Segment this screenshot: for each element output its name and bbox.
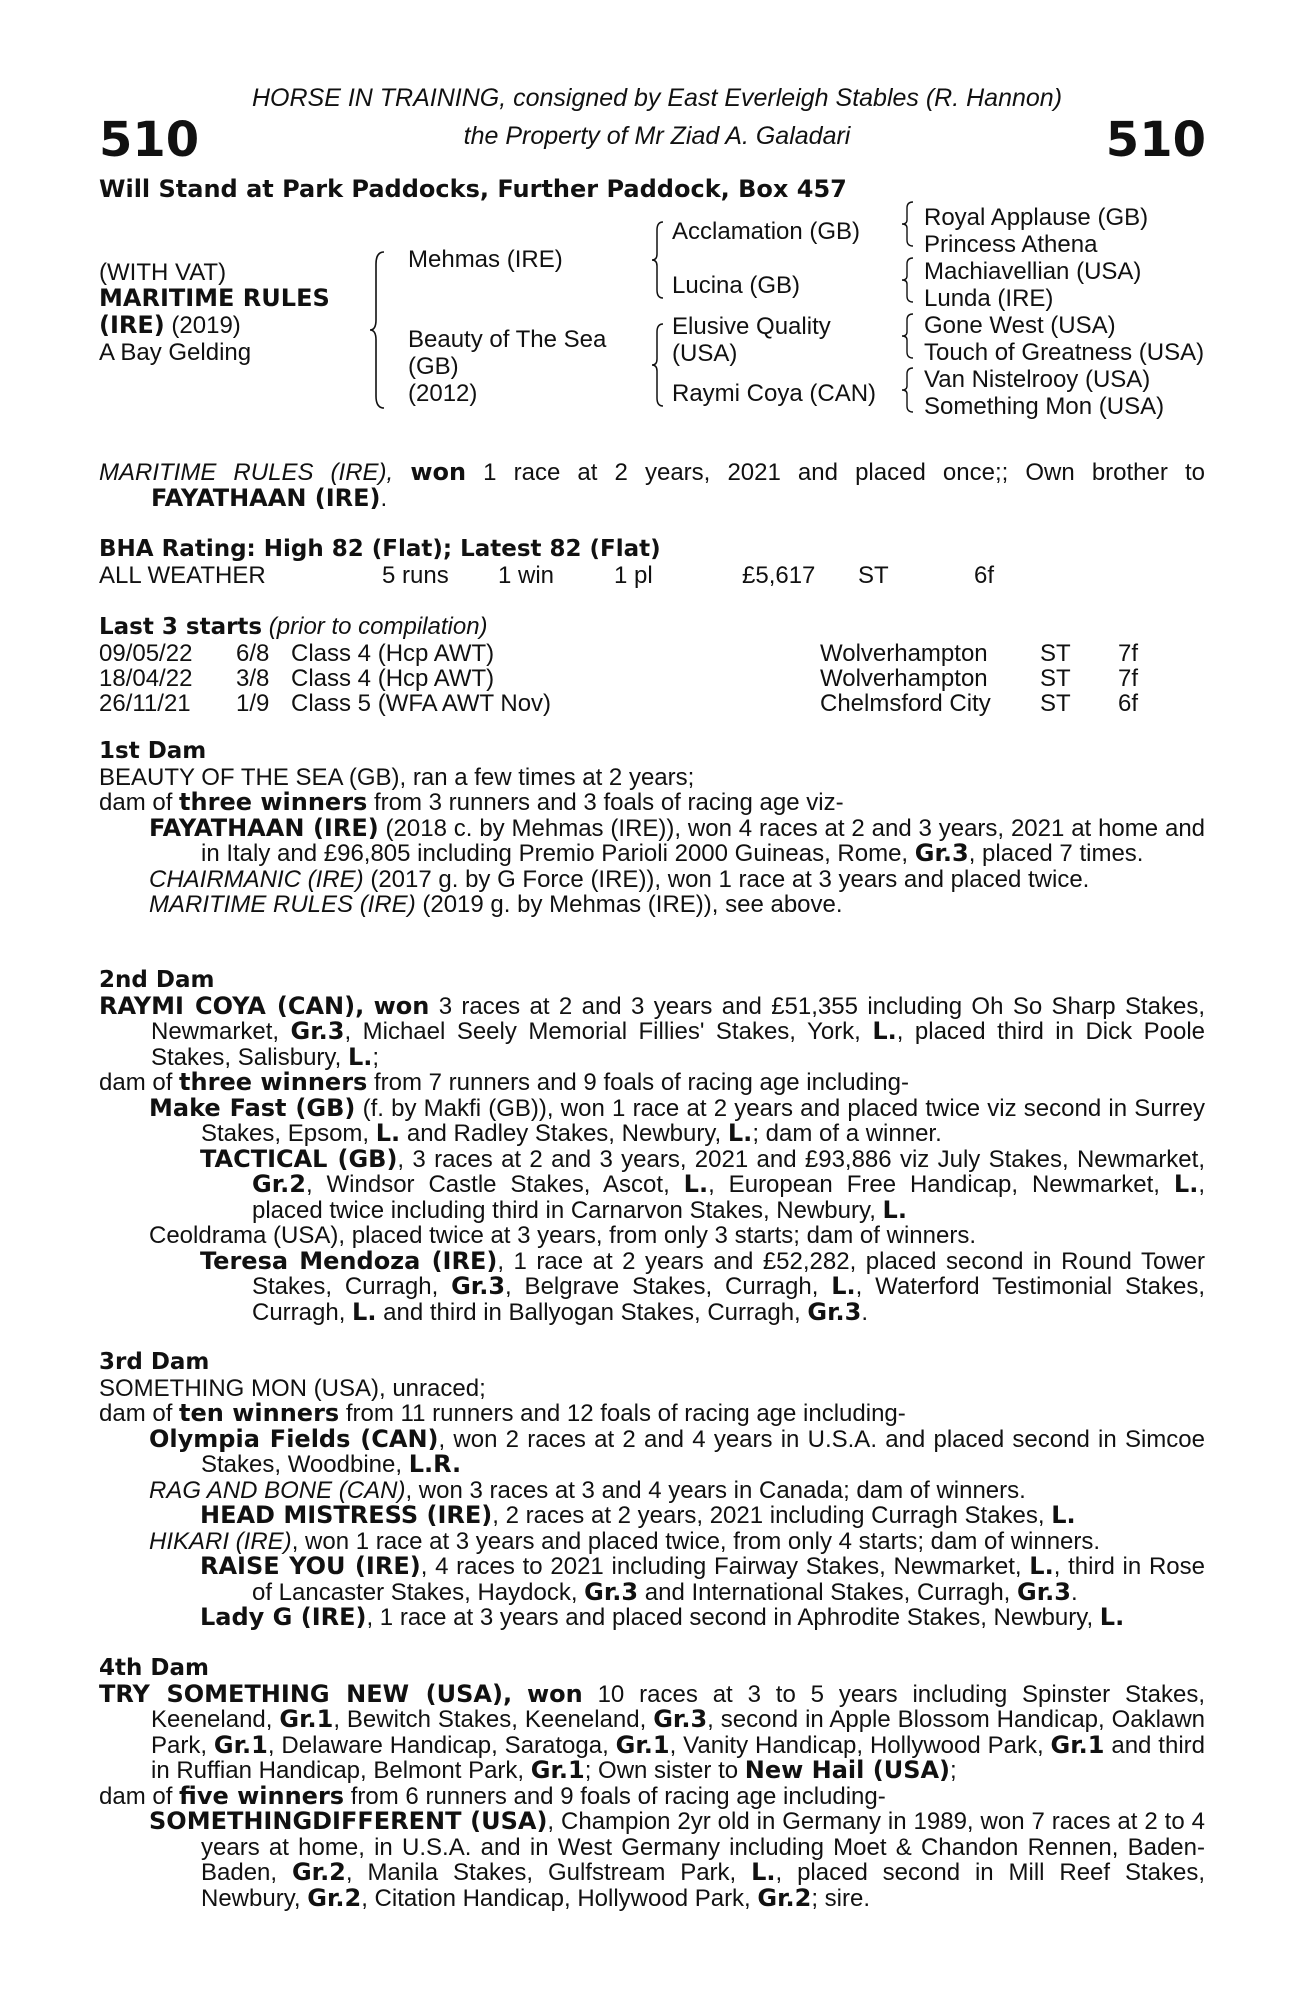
dam-sire-line-1: Elusive Quality [672, 313, 831, 340]
start-going: ST [1040, 665, 1071, 692]
start-course: Chelmsford City [820, 690, 991, 717]
pedigree-brace-6 [900, 312, 916, 367]
pedigree-brace-2 [650, 220, 666, 300]
pedigree-brace-3 [650, 322, 666, 408]
start-race: Class 4 (Hcp AWT) [291, 665, 495, 692]
start-going: ST [1040, 640, 1071, 667]
dam-dam: Raymi Coya (CAN) [672, 380, 877, 407]
start-distance: 6f [1118, 690, 1139, 717]
pedigree-brace-4 [900, 200, 916, 255]
start-course: Wolverhampton [820, 665, 988, 692]
stand-location: Will Stand at Park Paddocks, Further Paddock, Box 457 [99, 175, 847, 203]
ss-dam: Princess Athena [924, 231, 1098, 258]
start-distance: 7f [1118, 665, 1139, 692]
first-dam-produce-summary: dam of three winners from 3 runners and 3 foals of racing age viz- [99, 788, 844, 816]
dam-line-3: (2012) [408, 380, 478, 407]
produce-tactical: TACTICAL (GB), 3 races at 2 and 3 years, 2021 and £93,886 viz July Stakes, Newmarket, Gr.2, Windsor Castle Stakes, Ascot, L., European Free Handicap, Newmarket, L., placed twice including third in Carnarvon Stakes, Newbury, L. [200, 1144, 1205, 1224]
sd-sire: Machiavellian (USA) [924, 258, 1142, 285]
produce-maritime-rules: MARITIME RULES (IRE) (2019 g. by Mehmas (IRE)), see above. [149, 891, 843, 918]
produce-chairmanic: CHAIRMANIC (IRE) (2017 g. by G Force (IRE)), won 1 race at 3 years and placed twice. [149, 865, 1090, 893]
start-race: Class 4 (Hcp AWT) [291, 640, 495, 667]
third-dam-produce-summary: dam of ten winners from 11 runners and 12 foals of racing age including- [99, 1399, 906, 1427]
start-going: ST [1040, 690, 1071, 717]
fourth-dam-record: TRY SOMETHING NEW (USA), won 10 races at 3 to 5 years including Spinster Stakes, Keeneland, Gr.1, Bewitch Stakes, Keeneland, Gr.3, second in Apple Blossom Handicap, Oaklawn Park, Gr.1, Delaware Handicap, Saratoga, Gr.1, Vanity Handicap, Hollywood Park, Gr.1 and third in Ruffian Handicap, Belmont Park, Gr.1; Own sister to New Hail (USA); [99, 1679, 1206, 1784]
pedigree-brace-7 [900, 366, 916, 421]
sd-dam: Lunda (IRE) [924, 285, 1054, 312]
fourth-dam-heading: 4th Dam [99, 1655, 209, 1681]
horse-name: MARITIME RULES [99, 284, 330, 312]
produce-head-mistress: HEAD MISTRESS (IRE), 2 races at 2 years, 2021 including Curragh Stakes, L. [200, 1501, 1076, 1529]
bha-rating-title: BHA Rating: High 82 (Flat); Latest 82 (Flat) [99, 536, 661, 562]
rating-wins: 1 win [498, 562, 555, 589]
first-dam-line: BEAUTY OF THE SEA (GB), ran a few times at 2 years; [99, 763, 695, 791]
vat-note: (WITH VAT) [99, 259, 227, 286]
rating-going: ST [858, 562, 889, 589]
start-position: 3/8 [236, 665, 270, 692]
start-race: Class 5 (WFA AWT Nov) [291, 690, 552, 717]
start-date: 26/11/21 [99, 690, 191, 717]
owner-line: the Property of Mr Ziad A. Galadari [463, 122, 851, 150]
dd-sire: Van Nistelrooy (USA) [924, 366, 1151, 393]
pedigree-brace-5 [900, 256, 916, 311]
sire-sire: Acclamation (GB) [672, 218, 861, 245]
third-dam-heading: 3rd Dam [99, 1349, 210, 1375]
rating-placed: 1 pl [614, 562, 653, 589]
produce-olympia-fields: Olympia Fields (CAN), won 2 races at 2 and 4 years in U.S.A. and placed second in Simcoe Stakes, Woodbine, L.R. [149, 1424, 1205, 1478]
start-distance: 7f [1118, 640, 1139, 667]
lot-number-right: 510 [1105, 112, 1206, 168]
second-dam-record: RAYMI COYA (CAN), won 3 races at 2 and 3 years and £51,355 including Oh So Sharp Stakes, Newmarket, Gr.3, Michael Seely Memorial Fillies' Stakes, York, L., placed third in Dick Poole Stakes, Salisbury, L.; [99, 991, 1205, 1071]
horse-name-suffix: (IRE) (2019) [99, 311, 241, 339]
produce-teresa-mendoza: Teresa Mendoza (IRE), 1 race at 2 years and £52,282, placed second in Round Tower Stakes, Curragh, Gr.3, Belgrave Stakes, Curragh, L., Waterford Testimonial Stakes, Curragh, L. and third in Ballyogan Stakes, Curragh, Gr.3. [200, 1246, 1206, 1326]
rating-earnings: £5,617 [742, 562, 816, 589]
first-dam-heading: 1st Dam [99, 738, 207, 764]
produce-somethingdifferent: SOMETHINGDIFFERENT (USA), Champion 2yr old in Germany in 1989, won 7 races at 2 to 4 years at home, in U.S.A. and in West Germany including Moet & Chandon Rennen, Baden-Baden, Gr.2, Manila Stakes, Gulfstream Park, L., placed second in Mill Reef Stakes, Newbury, Gr.2, Citation Handicap, Hollywood Park, Gr.2; sire. [149, 1807, 1205, 1912]
ds-sire: Gone West (USA) [924, 312, 1116, 339]
third-dam-section [99, 1350, 1205, 1631]
sire: Mehmas (IRE) [408, 246, 563, 273]
produce-hikari: HIKARI (IRE), won 1 race at 3 years and placed twice, from only 4 starts; dam of winners. [149, 1527, 1101, 1555]
ds-dam: Touch of Greatness (USA) [924, 339, 1205, 366]
pedigree-brace-1 [368, 250, 388, 410]
rating-distance: 6f [974, 562, 995, 589]
sire-dam: Lucina (GB) [672, 272, 801, 299]
dd-dam: Something Mon (USA) [924, 393, 1165, 420]
start-course: Wolverhampton [820, 640, 988, 667]
second-dam-section [99, 968, 1205, 1325]
ss-sire: Royal Applause (GB) [924, 204, 1149, 231]
horse-description: A Bay Gelding [99, 339, 252, 366]
fourth-dam-produce-summary: dam of five winners from 6 runners and 9 foals of racing age including- [99, 1781, 886, 1810]
dam-sire-line-2: (USA) [672, 340, 738, 367]
start-date: 18/04/22 [99, 665, 193, 692]
produce-lady-g: Lady G (IRE), 1 race at 3 years and placed second in Aphrodite Stakes, Newbury, L. [200, 1603, 1125, 1631]
produce-raise-you: RAISE YOU (IRE), 4 races to 2021 including Fairway Stakes, Newmarket, L., third in Rose of Lancaster Stakes, Haydock, Gr.3 and International Stakes, Curragh, Gr.3. [200, 1552, 1206, 1606]
start-date: 09/05/22 [99, 640, 193, 667]
second-dam-heading: 2nd Dam [99, 967, 215, 993]
produce-make-fast: Make Fast (GB) (f. by Makfi (GB)), won 1 race at 2 years and placed twice viz second in Surrey Stakes, Epsom, L. and Radley Stakes, Newbury, L.; dam of a winner. [149, 1093, 1205, 1147]
dam-line-2: (GB) [408, 353, 459, 380]
third-dam-line: SOMETHING MON (USA), unraced; [99, 1374, 486, 1402]
first-dam-section [99, 739, 1205, 918]
second-dam-produce-summary: dam of three winners from 7 runners and 9 foals of racing age including- [99, 1068, 909, 1096]
produce-fayathaan: FAYATHAAN (IRE) (2018 c. by Mehmas (IRE)), won 4 races at 2 and 3 years, 2021 at home and in Italy and £96,805 including Premio Parioli 2000 Guineas, Rome, Gr.3, placed 7 times. [149, 813, 1206, 867]
dam-line-1: Beauty of The Sea [408, 326, 607, 353]
produce-ceoldrama: Ceoldrama (USA), placed twice at 3 years, from only 3 starts; dam of winners. [149, 1222, 976, 1249]
rating-runs: 5 runs [382, 562, 449, 589]
last-starts-title: Last 3 starts (prior to compilation) [99, 613, 488, 640]
fourth-dam-section [99, 1656, 1205, 1911]
consignor-line: HORSE IN TRAINING, consigned by East Everleigh Stables (R. Hannon) [251, 84, 1063, 112]
produce-rag-and-bone: RAG AND BONE (CAN), won 3 races at 3 and 4 years in Canada; dam of winners. [149, 1476, 1026, 1504]
lot-number-left: 510 [99, 112, 200, 168]
start-position: 1/9 [236, 690, 270, 717]
summary: MARITIME RULES (IRE), won 1 race at 2 years, 2021 and placed once;; Own brother to FAYATHAAN (IRE). [99, 458, 1205, 512]
rating-surface: ALL WEATHER [99, 562, 266, 589]
start-position: 6/8 [236, 640, 270, 667]
